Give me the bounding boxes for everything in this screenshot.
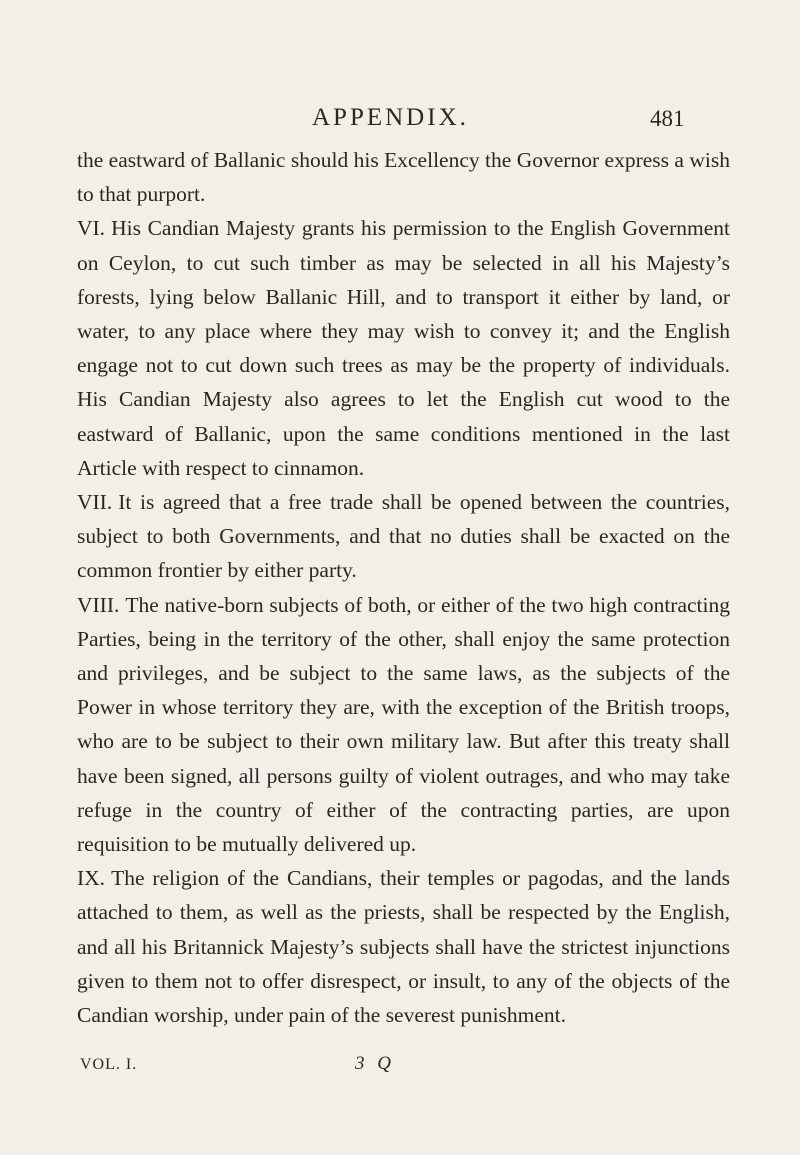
article-number: IX. bbox=[77, 866, 106, 891]
running-head bbox=[0, 104, 800, 140]
article-number: VIII. bbox=[77, 592, 120, 617]
continuation-paragraph: the eastward of Ballanic should his Excellency the Governor express a wish to that purport. bbox=[77, 148, 730, 207]
article-paragraph bbox=[77, 861, 730, 1032]
article-paragraph bbox=[77, 588, 730, 862]
article-paragraph bbox=[77, 485, 730, 588]
article-text: His Candian Majesty grants his permission to the English Government on Ceylon, to cut such timber as may be selected in all his Majesty’s forests, lying below Ballanic Hill, and to transport it either by land, or water, to any place where they may wish to convey it; and the English engage not to cut down such trees as may be the property of individuals. His Candian Majesty also agrees to let the English cut wood to the eastward of Ballanic, upon the same conditions mentioned in the last Article with respect to cinnamon. bbox=[77, 216, 730, 480]
body-text bbox=[77, 143, 730, 1032]
article-paragraph bbox=[77, 211, 730, 485]
volume-label: VOL. I. bbox=[80, 1056, 138, 1073]
page-footer bbox=[0, 1053, 800, 1086]
running-title: APPENDIX. bbox=[312, 104, 469, 131]
article-text: It is agreed that a free trade shall be opened between the countries, subject to both Governments, and that no duties shall be exacted on the common frontier by either party. bbox=[77, 490, 730, 583]
article-text: The religion of the Candians, their temples or pagodas, and the lands attached to them, as well as the priests, shall be respected by the English, and all his Britannick Majesty’s subjects shall have the strictest injunctions given to them not to offer disrespect, or insult, to any of the objects of the Candian worship, under pain of the severest punishment. bbox=[77, 866, 730, 1028]
signature-mark: 3 Q bbox=[355, 1053, 395, 1074]
article-text: The native-born subjects of both, or either of the two high contracting Parties, being in the territory of the other, shall enjoy the same protection and privileges, and be subject to the same laws, as the subjects of the Power in whose territory they are, with the exception of the British troops, who are to be subject to their own military law. But after this treaty shall have been signed, all persons guilty of violent outrages, and who may take refuge in the country of either of the contracting parties, are upon requisition to be mutually delivered up. bbox=[77, 592, 730, 857]
article-number: VII. bbox=[77, 490, 113, 515]
article-number: VI. bbox=[77, 216, 106, 241]
page-number: 481 bbox=[650, 106, 685, 131]
